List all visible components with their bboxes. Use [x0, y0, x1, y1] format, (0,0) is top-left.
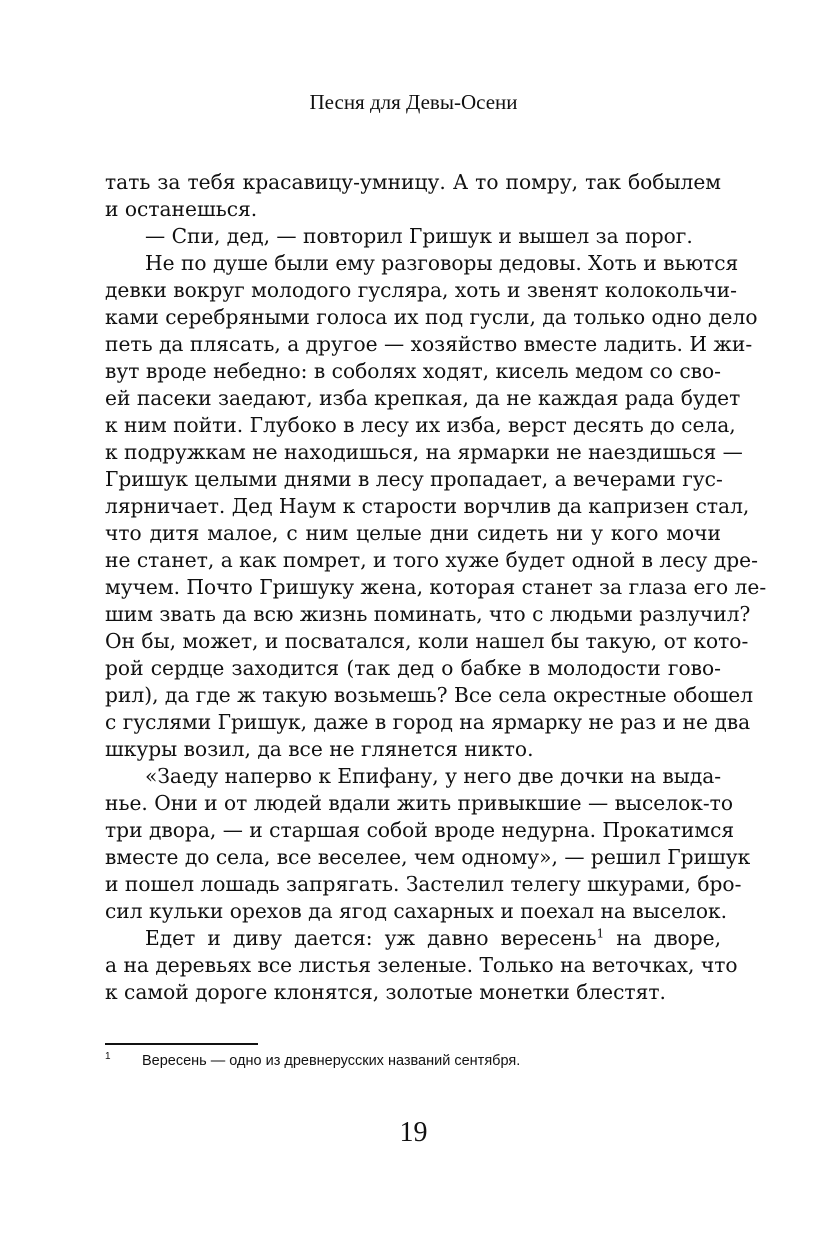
text-line: ками серебряными голоса их под гусли, да только одно дело	[105, 305, 758, 329]
text-line: вместе до села, все веселее, чем одному», — решил Гришук	[105, 845, 751, 869]
text-line: не станет, а как помрет, и того хуже будет одной в лесу дре-	[105, 548, 758, 572]
running-head: Песня для Девы-Осени	[309, 90, 518, 114]
footnote-text: Вересень — одно из древнерусских названий сентября.	[142, 1053, 521, 1069]
text-line: — Спи, дед, — повторил Гришук и вышел за порог.	[145, 224, 693, 248]
text-line: к самой дороге клонятся, золотые монетки блестят.	[105, 980, 666, 1004]
text-line: три двора, — и старшая собой вроде недурна. Прокатимся	[105, 818, 735, 842]
text-line: нье. Они и от людей вдали жить привыкшие — выселок-то	[105, 791, 733, 815]
text-segment: Едет и диву дается: уж давно вересень	[145, 926, 597, 950]
text-line: лярничает. Дед Наум к старости ворчлив да капризен стал,	[105, 494, 750, 518]
text-line: и пошел лошадь запрягать. Застелил телегу шкурами, бро-	[105, 872, 742, 896]
text-line: Он бы, может, и посватался, коли нашел бы такую, от кото-	[105, 629, 749, 653]
text-line: «Заеду наперво к Епифану, у него две дочки на выда-	[145, 764, 722, 788]
text-line-with-footnote	[105, 925, 721, 952]
text-line: тать за тебя красавицу-умницу. А то помру, так бобылем	[105, 170, 721, 194]
text-line: Гришук целыми днями в лесу пропадает, а вечерами гус-	[105, 467, 723, 491]
text-line: что дитя малое, с ним целые дни сидеть ни у кого мочи	[105, 521, 721, 545]
page-number: 19	[399, 1117, 428, 1148]
text-line: и останешься.	[105, 197, 258, 221]
text-line: вут вроде небедно: в соболях ходят, кисель медом со сво-	[105, 359, 721, 383]
text-line: мучем. Почто Гришуку жена, которая станет за глаза его ле-	[105, 575, 767, 599]
footnote-mark: 1	[105, 1051, 111, 1062]
text-line: шкуры возил, да все не глянется никто.	[105, 737, 534, 761]
text-line: девки вокруг молодого гусляра, хоть и звенят колокольчи-	[105, 278, 737, 302]
text-line: Не по душе были ему разговоры дедовы. Хоть и вьются	[145, 251, 739, 275]
text-line: а на деревьях все листья зеленые. Только на веточках, что	[105, 953, 738, 977]
text-segment: на дворе,	[616, 926, 721, 950]
text-line: сил кульки орехов да ягод сахарных и поехал на выселок.	[105, 899, 728, 923]
text-line: с гуслями Гришук, даже в город на ярмарку не раз и не два	[105, 710, 751, 734]
text-line: петь да плясать, а другое — хозяйство вместе ладить. И жи-	[105, 332, 753, 356]
footnote-reference: 1	[596, 926, 605, 941]
text-line: к подружкам не находишься, на ярмарки не наездишься —	[105, 440, 743, 464]
footnote-divider	[105, 1043, 258, 1045]
text-line: ей пасеки заедают, изба крепкая, да не каждая рада будет	[105, 386, 741, 410]
body-text	[105, 169, 767, 1006]
text-line: рой сердце заходится (так дед о бабке в молодости гово-	[105, 656, 721, 680]
text-line: к ним пойти. Глубоко в лесу их изба, верст десять до села,	[105, 413, 736, 437]
text-line: рил), да где ж такую возьмешь? Все села окрестные обошел	[105, 683, 754, 707]
text-line: шим звать да всю жизнь поминать, что с людьми разлучил?	[105, 602, 751, 626]
